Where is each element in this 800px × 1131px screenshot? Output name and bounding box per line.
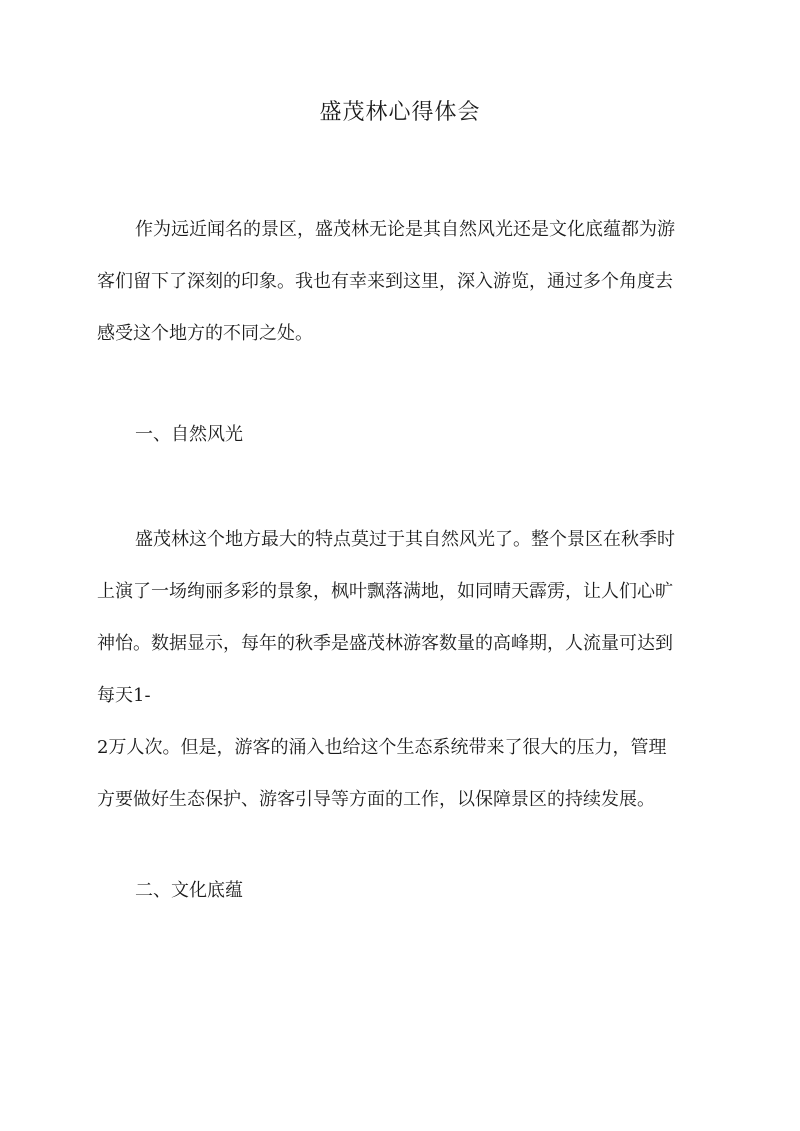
- paragraph-line: 盛茂林这个地方最大的特点莫过于其自然风光了。整个景区在秋季时: [135, 529, 675, 550]
- paragraph-line: 方要做好生态保护、游客引导等方面的工作，以保障景区的持续发展。: [97, 789, 655, 810]
- section-heading-culture: 二、文化底蕴: [135, 880, 243, 901]
- section-heading-nature: 一、自然风光: [135, 424, 243, 445]
- paragraph-line: 客们留下了深刻的印象。我也有幸来到这里，深入游览，通过多个角度去: [97, 271, 673, 292]
- paragraph-line: 2万人次。但是，游客的涌入也给这个生态系统带来了很大的压力，管理: [97, 737, 667, 758]
- paragraph-line: 上演了一场绚丽多彩的景象，枫叶飘落满地，如同晴天霹雳，让人们心旷: [97, 581, 673, 602]
- paragraph-line: 神怡。数据显示，每年的秋季是盛茂林游客数量的高峰期，人流量可达到: [97, 633, 673, 654]
- paragraph-line: 每天1-: [97, 685, 151, 706]
- paragraph-line: 作为远近闻名的景区，盛茂林无论是其自然风光还是文化底蕴都为游: [135, 219, 675, 240]
- nature-paragraph: [97, 514, 707, 826]
- intro-paragraph: [97, 204, 707, 360]
- paragraph-line: 感受这个地方的不同之处。: [97, 323, 313, 344]
- page-title: 盛茂林心得体会: [319, 100, 481, 125]
